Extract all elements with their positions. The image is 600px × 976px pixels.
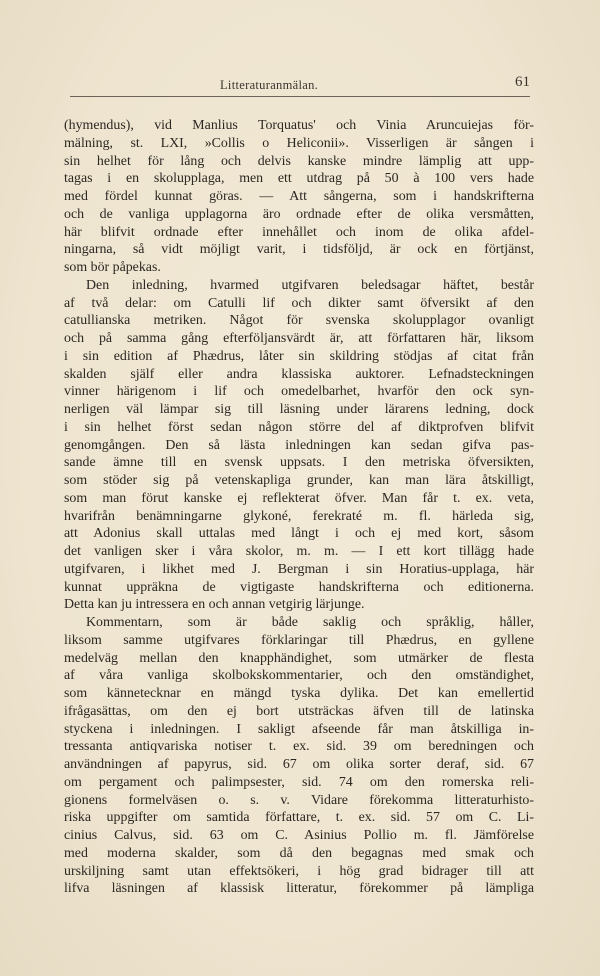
running-title: Litteraturanmälan. — [220, 78, 319, 92]
text-line: som man förut kanske ej reflekterat öfver. Man får t. ex. veta, — [64, 490, 534, 506]
text-line: som kännetecknar en mängd tyska dylika. Det kan emellertid — [64, 686, 534, 701]
text-line: Detta kan ju intressera en och annan vetgirig lärjunge. — [64, 597, 365, 613]
text-line: lifva läsningen af klassisk litteratur, förekommer på lämpliga — [64, 881, 534, 897]
text-line: af våra vanliga skolbokskommentarier, och den omständighet, — [64, 668, 534, 684]
text-line: som stöder sig på vetenskapliga grunder, kan man lära åtskilligt, — [64, 473, 534, 488]
text-line: kunnat uppräkna de vigtigaste handskrifterna och editionerna. — [64, 579, 534, 595]
text-line: skalden själf eller andra klassiska auktorer. Lefnadsteckningen — [64, 366, 534, 382]
text-line: mälning, st. LXI, »Collis o Heliconii». Visserligen är sången i — [64, 135, 534, 151]
body-text — [64, 117, 534, 898]
text-line: sande ämne till en svensk uppsats. I den metriska öfversikten, — [64, 455, 534, 471]
page-number: 61 — [515, 74, 530, 90]
text-line: utgifvaren, i likhet med J. Bergman i sin Horatius-upplaga, här — [64, 561, 534, 577]
text-line: ifrågasättas, om den ej bort utsträckas äfven till de latinska — [64, 703, 534, 719]
text-line: af två delar: om Catulli lif och dikter samt öfversikt af den — [64, 295, 534, 311]
text-line: med moderna skalder, som då den begagnas med smak och — [64, 845, 534, 861]
text-line: tagas i en skolupplaga, men ett utdrag på 50 à 100 vers hade — [64, 171, 534, 187]
text-line: tressanta antiqvariska notiser t. ex. sid. 39 om beredningen och — [64, 739, 534, 755]
text-line: som bör påpekas. — [64, 260, 161, 275]
text-line: det vanligen sker i våra skolor, m. m. — I ett kort tillägg hade — [64, 544, 534, 559]
text-line: och de vanliga upplagorna äro ordnade efter de olika versmåtten, — [64, 206, 534, 222]
text-line: i sin edition af Phædrus, låter sin skildring stödjas af citat från — [64, 348, 534, 364]
text-line: gionens formelväsen o. s. v. Vidare förekomma litteraturhisto- — [64, 792, 534, 808]
text-line: cinius Calvus, sid. 63 om C. Asinius Pollio m. fl. Jämförelse — [64, 828, 534, 843]
running-header — [70, 74, 530, 97]
text-line: medelväg mellan den knapphändighet, som utmärker de flesta — [64, 650, 534, 666]
text-line: i sin helhet först sedan någon större del af diktprofven blifvit — [64, 419, 534, 435]
text-line: om pergament och palimpsester, sid. 74 om den romerska reli- — [64, 774, 534, 790]
text-line: att Adonius skall uttalas med långt i och ej med kort, såsom — [64, 526, 534, 542]
text-line: sin helhet för lång och delvis kanske mindre lämplig att upp- — [64, 153, 534, 169]
text-line: genomgången. Den så lästa inledningen kan sedan gifva pas- — [64, 437, 534, 453]
text-line: Den inledning, hvarmed utgifvaren beledsagar häftet, består — [86, 277, 534, 293]
text-line: och på samma gång efterföljansvärdt är, att författaren här, liksom — [64, 331, 534, 346]
text-line: urskiljning samt utan effektsökeri, i hög grad bidrager till att — [64, 863, 534, 879]
text-line: här blifvit ordnade efter innehållet och inom de olika afdel- — [64, 224, 534, 240]
text-line: ningarna, så vidt möjligt varit, i tidsföljd, är ock en förtjänst, — [64, 242, 534, 258]
text-line: användningen af papyrus, sid. 67 om olika sorter deraf, sid. 67 — [64, 757, 534, 772]
text-line: liksom samme utgifvares förklaringar till Phædrus, en gyllene — [64, 632, 534, 648]
text-line: med fördel kunnat göras. — Att sångerna, som i handskrifterna — [64, 189, 534, 204]
text-line: nerligen väl lämpar sig till läsning under lärarens ledning, dock — [64, 402, 534, 417]
text-line: Kommentarn, som är både saklig och språklig, håller, — [86, 615, 534, 630]
text-line: hvarifrån benämningarne glykoné, ferekraté m. fl. härleda sig, — [64, 508, 534, 524]
text-line: (hymendus), vid Manlius Torquatus' och Vinia Aruncuiejas för- — [64, 118, 534, 133]
text-line: catullianska metriken. Något för svenska skolupplagor ovanligt — [64, 313, 534, 329]
text-line: vinner härigenom i lif och omedelbarhet, hvarför den ock syn- — [64, 384, 534, 400]
text-line: styckena i inledningen. I sakligt afseende får man åtskilliga in- — [64, 721, 534, 737]
text-line: riska uppgifter om samtida författare, t. ex. sid. 57 om C. Li- — [64, 810, 534, 826]
